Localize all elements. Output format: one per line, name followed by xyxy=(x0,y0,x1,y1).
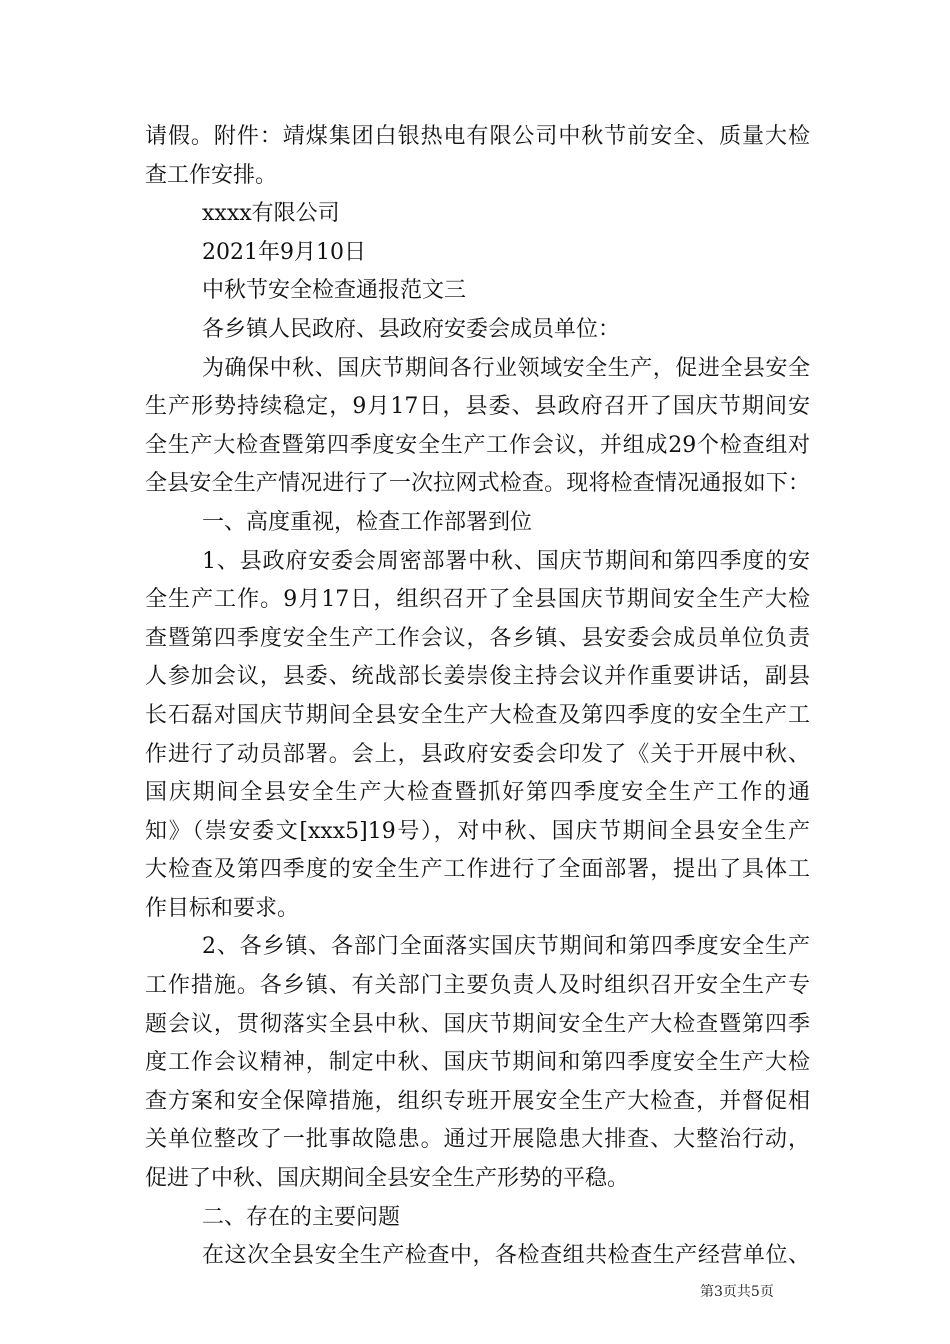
heading-one: 一、高度重视，检查工作部署到位 xyxy=(202,509,533,535)
text-line: 2、各乡镇、各部门全面落实国庆节期间和第四季度安全生产 xyxy=(202,934,810,960)
text-line: 查暨第四季度安全生产工作会议，各乡镇、县安委会成员单位负责 xyxy=(145,625,810,651)
page-number-footer: 第3页共5页 xyxy=(700,1284,774,1300)
text-line: 全县安全生产情况进行了一次拉网式检查。现将检查情况通报如下： xyxy=(145,471,810,497)
text-line: 题会议，贯彻落实全县中秋、国庆节期间安全生产大检查暨第四季 xyxy=(145,1011,810,1037)
text-line: 1、县政府安委会周密部署中秋、国庆节期间和第四季度的安 xyxy=(202,548,810,574)
text-line: 大检查及第四季度的安全生产工作进行了全面部署，提出了具体工 xyxy=(145,857,810,883)
text-line: 长石磊对国庆节期间全县安全生产大检查及第四季度的安全生产工 xyxy=(145,702,810,728)
text-line: 查工作安排。 xyxy=(145,162,278,188)
text-line: 全生产工作。9月17日，组织召开了全县国庆节期间安全生产大检 xyxy=(145,587,810,613)
text-line: 人参加会议，县委、统战部长姜崇俊主持会议并作重要讲话，副县 xyxy=(145,664,810,690)
text-line: 请假。附件：靖煤集团白银热电有限公司中秋节前安全、质量大检 xyxy=(145,124,810,149)
heading-two: 二、存在的主要问题 xyxy=(202,1204,401,1230)
text-line: 度工作会议精神，制定中秋、国庆节期间和第四季度安全生产大检 xyxy=(145,1050,810,1076)
salutation: 各乡镇人民政府、县政府安委会成员单位： xyxy=(202,316,621,342)
text-line: 工作措施。各乡镇、有关部门主要负责人及时组织召开安全生产专 xyxy=(145,973,810,999)
text-line: 为确保中秋、国庆节期间各行业领域安全生产，促进全县安全 xyxy=(202,355,810,381)
text-line: 作目标和要求。 xyxy=(145,895,300,921)
document-body xyxy=(145,118,810,1276)
text-line: 知》（崇安委文[xxx5]19号），对中秋、国庆节期间全县安全生产 xyxy=(145,818,810,844)
section-title: 中秋节安全检查通报范文三 xyxy=(202,278,467,304)
text-line: 生产形势持续稳定，9月17日，县委、县政府召开了国庆节期间安 xyxy=(145,394,810,420)
text-line: 作进行了动员部署。会上，县政府安委会印发了《关于开展中秋、 xyxy=(145,741,810,767)
signature-date: 2021年9月10日 xyxy=(202,239,366,265)
signature-company: xxxx有限公司 xyxy=(202,201,340,227)
text-line: 在这次全县安全生产检查中，各检查组共检查生产经营单位、 xyxy=(202,1243,810,1269)
text-line: 国庆期间全县安全生产大检查暨抓好第四季度安全生产工作的通 xyxy=(145,780,810,806)
text-line: 全生产大检查暨第四季度安全生产工作会议，并组成29个检查组对 xyxy=(145,432,810,458)
text-line: 查方案和安全保障措施，组织专班开展安全生产大检查，并督促相 xyxy=(145,1088,810,1114)
text-line: 促进了中秋、国庆期间全县安全生产形势的平稳。 xyxy=(145,1166,630,1192)
text-line: 关单位整改了一批事故隐患。通过开展隐患大排查、大整治行动， xyxy=(145,1127,810,1153)
